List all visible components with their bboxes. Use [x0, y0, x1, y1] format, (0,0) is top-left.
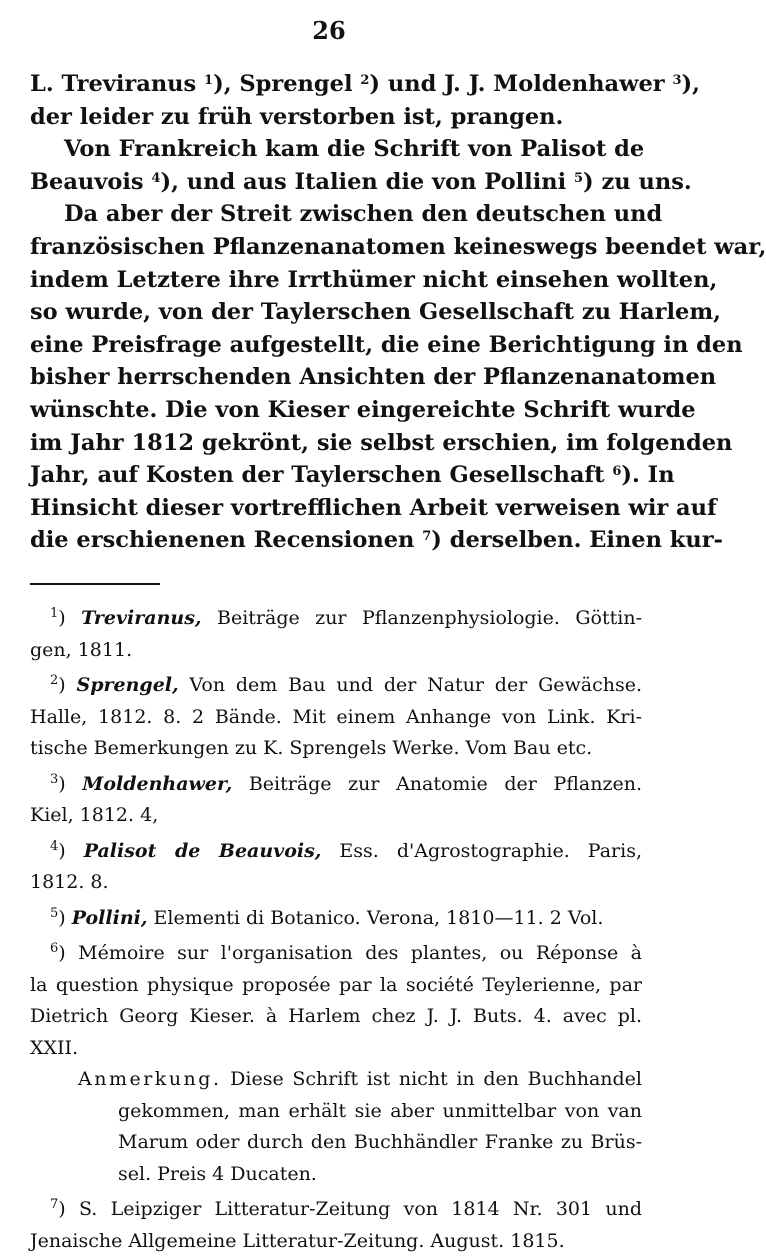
footnote-ref: 3	[672, 73, 681, 88]
footnote-3-cont: Kiel, 1812. 4,	[30, 800, 642, 832]
footnote-ref: 7	[422, 529, 431, 544]
footnote-6: $^6$) Mémoire sur l'organisation des plantes, ou Réponse à	[30, 938, 642, 970]
footnote-6-cont: la question physique proposée par la société Teylerienne, par	[30, 970, 642, 1002]
footnote-1: $^1$) Treviranus, Beiträge zur Pflanzenphysiologie. Göttin-	[30, 603, 642, 635]
footnote-7: $^7$) S. Leipziger Litteratur-Zeitung von 1814 Nr. 301 und	[30, 1194, 642, 1226]
body-line: wünschte. Die von Kieser eingereichte Schrift wurde	[30, 394, 636, 427]
footnote-2-cont: tische Bemerkungen zu K. Sprengels Werke. Vom Bau etc.	[30, 733, 642, 765]
body-line: L. Treviranus $^1$), Sprengel $^2$) und J. J. Moldenhawer $^3$),	[30, 68, 636, 101]
body-line: eine Preisfrage aufgestellt, die eine Berichtigung in den	[30, 329, 636, 362]
footnote-2-cont: Halle, 1812. 8. 2 Bände. Mit einem Anhange von Link. Kri-	[30, 702, 642, 734]
page-number: 26	[0, 16, 658, 45]
body-line: die erschienenen Recensionen $^7$) derselben. Einen kur-	[30, 524, 636, 557]
footnotes	[30, 603, 642, 1257]
footnote-ref: 2	[360, 73, 369, 88]
footnote-3: $^3$) Moldenhawer, Beiträge zur Anatomie der Pflanzen.	[30, 769, 642, 801]
body-line: Da aber der Streit zwischen den deutschen und	[30, 198, 636, 231]
footnote-6-cont: Dietrich Georg Kieser. à Harlem chez J. J. Buts. 4. avec pl.	[30, 1001, 642, 1033]
body-line: im Jahr 1812 gekrönt, sie selbst erschien, im folgenden	[30, 427, 636, 460]
footnote-1-cont: gen, 1811.	[30, 635, 642, 667]
footnote-ref: 1	[204, 73, 213, 88]
main-text	[30, 68, 636, 557]
body-line: so wurde, von der Taylerschen Gesellschaft zu Harlem,	[30, 296, 636, 329]
footnote-rule	[30, 583, 160, 585]
footnote-7-cont: Jenaische Allgemeine Litteratur-Zeitung. August. 1815.	[30, 1226, 642, 1257]
body-line: der leider zu früh verstorben ist, prangen.	[30, 101, 636, 134]
body-line: französischen Pflanzenanatomen keineswegs beendet war,	[30, 231, 636, 264]
annotation-cont: Marum oder durch den Buchhändler Franke zu Brüs-	[30, 1127, 642, 1159]
footnote-4-cont: 1812. 8.	[30, 867, 642, 899]
annotation-cont: sel. Preis 4 Ducaten.	[30, 1159, 642, 1191]
footnote-ref: 6	[612, 464, 621, 479]
footnote-4: $^4$) Palisot de Beauvois, Ess. d'Agrostographie. Paris,	[30, 836, 642, 868]
footnote-ref: 4	[151, 171, 160, 186]
footnote-5: $^5$) Pollini, Elementi di Botanico. Verona, 1810—11. 2 Vol.	[30, 903, 642, 935]
body-line: bisher herrschenden Ansichten der Pflanzenanatomen	[30, 361, 636, 394]
footnote-ref: 5	[574, 171, 583, 186]
body-line: Von Frankreich kam die Schrift von Palisot de	[30, 133, 636, 166]
body-line: Beauvois $^4$), und aus Italien die von Pollini $^5$) zu uns.	[30, 166, 636, 199]
annotation: Anmerkung. Diese Schrift ist nicht in den Buchhandel	[30, 1064, 642, 1096]
body-line: Jahr, auf Kosten der Taylerschen Gesellschaft $^6$). In	[30, 459, 636, 492]
footnote-2: $^2$) Sprengel, Von dem Bau und der Natur der Gewächse.	[30, 670, 642, 702]
footnote-6-cont: XXII.	[30, 1033, 642, 1065]
body-line: indem Letztere ihre Irrthümer nicht einsehen wollten,	[30, 264, 636, 297]
annotation-cont: gekommen, man erhält sie aber unmittelbar von van	[30, 1096, 642, 1128]
body-line: Hinsicht dieser vortrefflichen Arbeit verweisen wir auf	[30, 492, 636, 525]
